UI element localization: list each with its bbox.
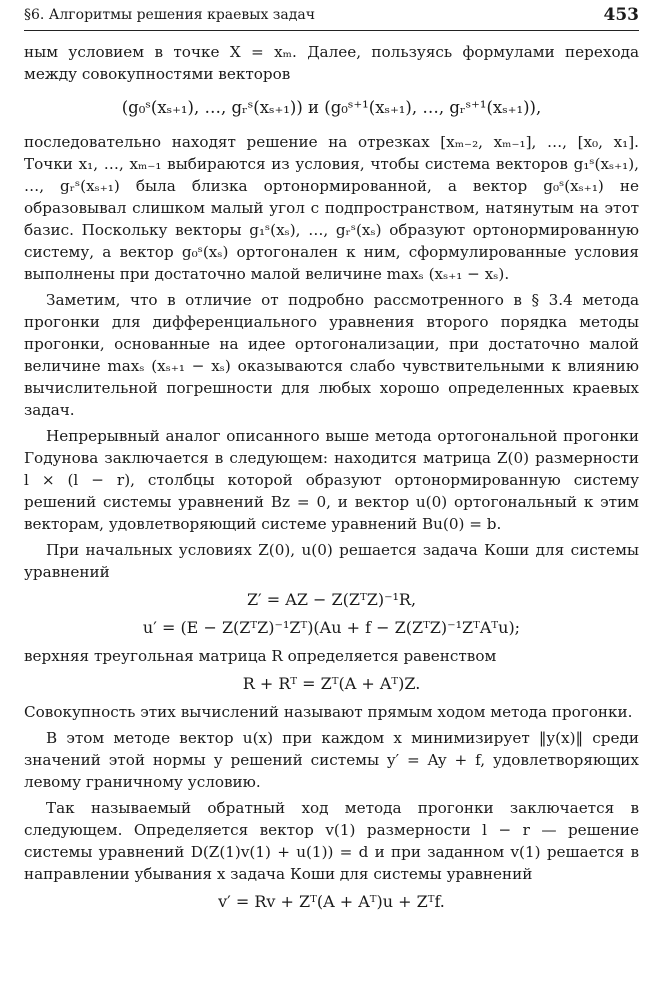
paragraph-1: ным условием в точке X = xₘ. Далее, пользуясь формулами перехода между совокупностями векторов [24,43,639,83]
equation-u-prime: u′ = (E − Z(ZᵀZ)⁻¹Zᵀ)(Au + f − Z(ZᵀZ)⁻¹ZᵀAᵀu); [142,618,521,637]
paragraph-4: Непрерывный аналог описанного выше метода ортогональной прогонки Годунова заключается в следующем: находится матрица Z(0) размерности l × (l − r), столбцы которой образуют ортонормированную систему решений системы уравнений Bz = 0, и вектор u(0) ортогональный к этим векторам, удовлетворяющий системе уравнений Bu(0) = b. [24,427,639,533]
paragraph-9: Так называемый обратный ход метода прогонки заключается в следующем. Определяется вектор v(1) размерности l − r — решение системы уравнений D(Z(1)v(1) + u(1)) = d и при заданном v(1) решается в направлении убывания x задача Коши для системы уравнений [24,799,639,883]
section-title: §6. Алгоритмы решения краевых задач [24,7,315,23]
equation-r: R + Rᵀ = Zᵀ(A + Aᵀ)Z. [242,674,421,693]
book-page [24,4,639,919]
running-header [24,4,639,31]
equation-z-prime: Z′ = AZ − Z(ZᵀZ)⁻¹R, [246,590,417,609]
page-number: 453 [603,5,639,25]
paragraph-7: Совокупность этих вычислений называют прямым ходом метода прогонки. [24,703,633,721]
paragraph-8: В этом методе вектор u(x) при каждом x минимизирует ‖y(x)‖ среди значений этой нормы у решений системы y′ = Ay + f, удовлетворяющих левому граничному условию. [24,729,639,791]
equation-vector-sets: (g₀ˢ(xₛ₊₁), …, gᵣˢ(xₛ₊₁)) и (g₀ˢ⁺¹(xₛ₊₁), …, gᵣˢ⁺¹(xₛ₊₁)), [121,98,542,117]
paragraph-6: верхняя треугольная матрица R определяется равенством [24,647,497,665]
body-text [24,41,639,913]
paragraph-5: При начальных условиях Z(0), u(0) решается задача Коши для системы уравнений [24,541,639,581]
paragraph-3: Заметим, что в отличие от подробно рассмотренного в § 3.4 метода прогонки для дифференциального уравнения второго порядка методы прогонки, основанные на идее ортогонализации, при достаточно малой величине maxₛ (xₛ₊₁ − xₛ) оказываются слабо чувствительными к влиянию вычислительной погрешности для любых хорошо определенных краевых задач. [24,291,639,419]
equation-v-prime: v′ = Rv + Zᵀ(A + Aᵀ)u + Zᵀf. [218,892,445,911]
paragraph-2: последовательно находят решение на отрезках [xₘ₋₂, xₘ₋₁], …, [x₀, x₁]. Точки x₁, …, xₘ₋₁ выбираются из условия, чтобы система векторов g₁ˢ(xₛ₊₁), …, gᵣˢ(xₛ₊₁) была близка ортонормированной, а вектор g₀ˢ(xₛ₊₁) не образовывал слишком малый угол с подпространством, натянутым на этот базис. Поскольку векторы g₁ˢ(xₛ), …, gᵣˢ(xₛ) образуют ортонормированную систему, а вектор g₀ˢ(xₛ) ортогонален к ним, сформулированные условия выполнены при достаточно малой величине maxₛ (xₛ₊₁ − xₛ). [24,133,639,283]
